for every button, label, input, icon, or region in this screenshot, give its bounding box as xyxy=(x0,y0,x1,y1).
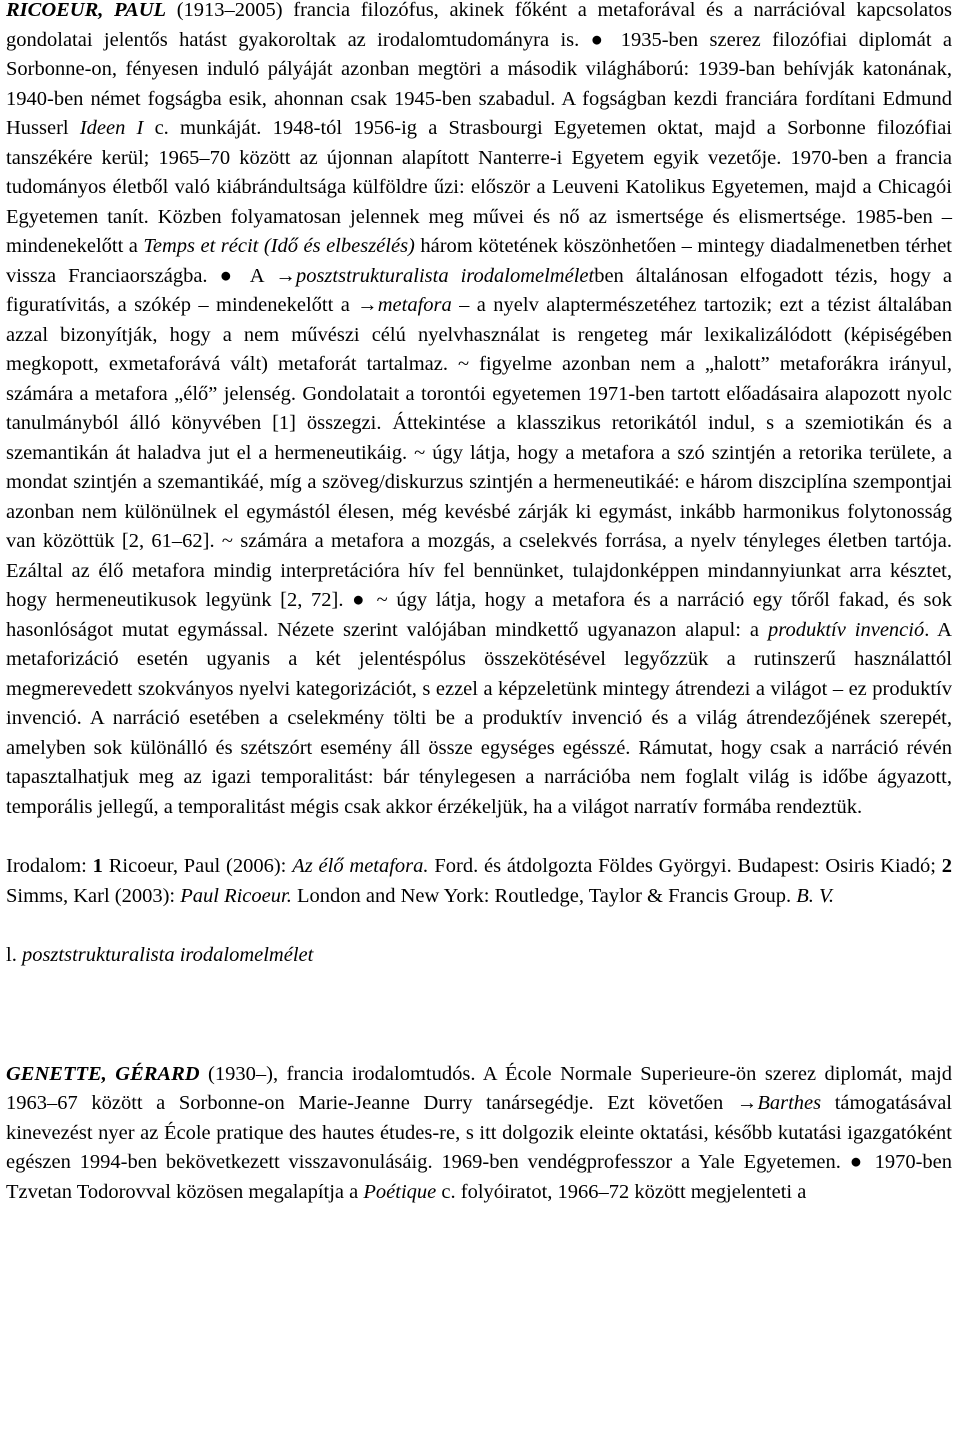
text-run: (1930–), francia irodalomtudós. A École Normale Superieure-ön szerez diplomát, majd 1963–67 között a Sorbonne-on Marie-Jeanne Durry tanársegédje. Ezt követően xyxy=(6,1062,952,1114)
entry-genette xyxy=(6,1060,952,1208)
text-run: l. xyxy=(6,944,22,966)
text-run: c. folyóiratot, 1966–72 között megjelenteti a xyxy=(436,1180,807,1203)
italic-run: Az élő metafora. xyxy=(292,855,429,877)
references-ricoeur xyxy=(6,852,952,911)
entry-body-ricoeur xyxy=(6,0,952,818)
bold-run: 2 xyxy=(941,855,953,877)
text-run: három kötetének köszönhetően – mintegy diadalmenetben térhet vissza Franciaországba. ● A xyxy=(6,235,953,287)
text-run: Irodalom: xyxy=(6,855,93,877)
text-run: c. munkáját. 1948-tól 1956-ig a Strasbourgi Egyetemen oktat, majd a Sorbonne filozófiai tanszékére kerül; 1965–70 között az újonnan alapított Nanterre-i Egyetem egyik vezetője. 1970-ben a francia tudományos életből való kiábrándultsága külföldre űzi: először a Leuveni Katolikus Egyetemen, majd a Chicagói Egyetemen tanít. Közben folyamatosan jelennek meg művei és nő az ismertsége és elismertsége. 1985-ben – mindenekelőtt a xyxy=(6,117,952,257)
text-run: ben általánosan elfogadott tézis, hogy a figuratívitás, a szókép – mindenekelőtt a xyxy=(6,264,952,316)
italic-run: Barthes xyxy=(757,1092,822,1114)
text-run: London and New York: Routledge, Taylor & Francis Group. xyxy=(291,884,797,907)
italic-run: Poétique xyxy=(363,1180,437,1203)
text-run: támogatásával kinevezést nyer az École pratique des hautes études-re, s itt dolgozik eleinte oktatási, később kutatási igazgatóként egészen 1994-ben bekövetkezett visszavonulásáig. 1969-ben vendégprofesszor a Yale Egyetemen. ● 1970-ben Tzvetan Todorovval közösen megalapítja a xyxy=(6,1092,952,1203)
text-run: Ricoeur, Paul (2006): xyxy=(102,855,293,877)
bold-run: 1 xyxy=(92,855,103,877)
italic-run: Temps et récit (Idő és elbeszélés) xyxy=(143,235,415,257)
italic-run: B. V. xyxy=(796,884,834,907)
italic-run: posztstrukturalista irodalomelmélet xyxy=(295,264,595,287)
spacer xyxy=(6,822,952,852)
italic-run: posztstrukturalista irodalomelmélet xyxy=(21,944,314,966)
headword-genette: GENETTE, GÉRARD xyxy=(6,1062,200,1085)
see-also-ricoeur xyxy=(6,941,952,971)
italic-run: produktív invenció xyxy=(768,618,925,641)
spacer xyxy=(6,911,952,941)
cross-reference-arrow-icon: → xyxy=(357,294,378,316)
cross-reference-arrow-icon: → xyxy=(736,1092,758,1114)
text-run: (1913–2005) francia filozófus, akinek főként a metaforával és a narrációval kapcsolatos gondolatai jelentős hatást gyakoroltak az irodalomtudományra is. ● 1935-ben szerez filozófiai diplomát a Sorbonne-on, fényesen induló pályáját azonban megtöri a második világháború: 1939-ban behívják katonának, 1940-ben német fogságba esik, ahonnan csak 1945-ben szabadul. A fogságban kezdi franciára fordítani Edmund Husserl xyxy=(6,0,952,139)
entry-ricoeur xyxy=(6,0,952,822)
text-run: – a nyelv alaptermészetéhez tartozik; ezt a tézist általában azzal bizonyítják, hogy a nem művészi célú nyelvhasználat is rengeteg már lexikalizálódott (képiségében megkopott, exmetaforává vált) metaforát tartalmaz. ~ figyelme azonban nem a „halott” metaforákra irányul, számára a metafora „élő” jelenség. Gondolatait a torontói egyetemen 1971-ben tartott előadásaira alapozott nyolc tanulmányból álló könyvében [1] összegzi. Áttekintése a klasszikus retorikától indul, s a szemiotikán és a szemantikán át haladva jut el a hermeneutikáig. ~ úgy látja, hogy a metafora a szó szintjén a retorika területe, a mondat szintjén a szemantikáé, míg a szöveg/diskurzus szintjén a hermeneutikáé: e három diszciplína szempontjai azonban nem különülnek el egymástól élesen, még kevésbé zárják ki egymást, inkább harmonikus folytonosság van közöttük [2, 61–62]. ~ számára a metafora a mozgás, a cselekvés forrása, a nyelv tényleges életben tartója. Ezáltal az élő metafora mindig interpretációra hív fel bennünket, tulajdonképpen mindannyiunkat arra késztet, hogy hermeneutikusok legyünk [2, 72]. ● ~ úgy látja, hogy a metafora és a narráció egy tőről fakad, és sok hasonlóságot mutat egymással. Nézete szerint valójában mindkettő ugyanazon alapul: a xyxy=(6,294,952,641)
italic-run: metafora xyxy=(377,294,452,316)
text-run: Simms, Karl (2003): xyxy=(6,884,181,907)
italic-run: Paul Ricoeur. xyxy=(180,884,292,907)
text-run: Ford. és átdolgozta Földes Györgyi. Budapest: Osiris Kiadó; xyxy=(428,855,942,877)
spacer xyxy=(6,971,952,1060)
italic-run: Ideen I xyxy=(79,117,144,139)
text-run: . A metaforizáció esetén ugyanis a két jelentéspólus összekötésével legyőzzük a rutinszerű használattól megmerevedett szokványos nyelvi kategorizációt, s ezzel a képzeletünk mintegy átrendezi a világot – ez produktív invenció. A narráció esetében a cselekmény tölti be a produktív invenció és a világ átrendezőjének szerepét, amelyben sok különálló és szétszórt esemény áll össze egységes egésszé. Rámutat, hogy csak a narráció révén tapasztalhatjuk meg az igazi temporalitást: bár ténylegesen a narrációba nem foglalt világ is időbe ágyazott, temporális jellegű, a temporalitást mégis csak akkor érzékeljük, ha a világot narratív formába rendeztük. xyxy=(6,618,952,818)
cross-reference-arrow-icon: → xyxy=(275,264,296,287)
headword-ricoeur: RICOEUR, PAUL xyxy=(6,0,167,21)
